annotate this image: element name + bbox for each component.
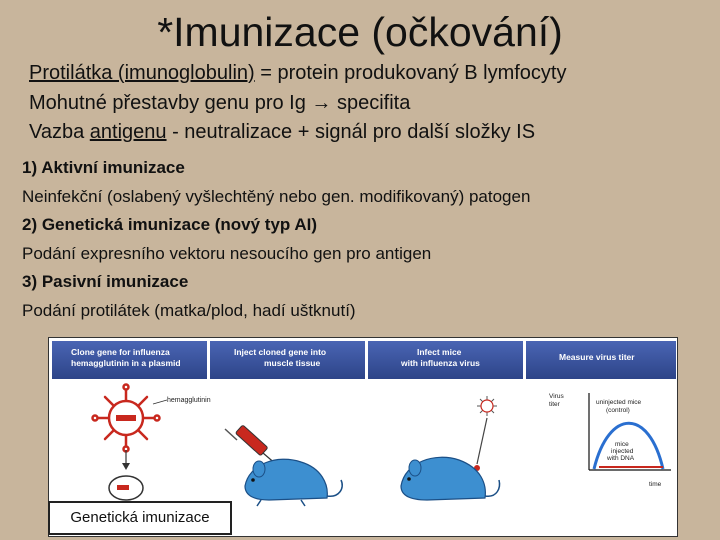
- syringe-icon: [225, 425, 277, 465]
- uninjected-line2: (control): [606, 407, 630, 414]
- bullet-antigen-binding: [29, 119, 535, 145]
- uninjected-line1: uninjected mice: [596, 399, 642, 406]
- step2-line1: Inject cloned gene into: [234, 347, 327, 357]
- mouse-infected-icon: [401, 457, 499, 500]
- virus-titer-line1: Virus: [549, 393, 564, 400]
- antibody-definition: = protein produkovaný B lymfocyty: [254, 62, 567, 84]
- section-heading-active: 1) Aktivní imunizace: [22, 158, 185, 177]
- step4-line: Measure virus titer: [559, 352, 635, 362]
- step1-line1: Clone gene for influenza: [71, 347, 170, 357]
- virus-titer-line2: titer: [549, 401, 560, 408]
- section-heading-genetic: 2) Genetická imunizace (nový typ AI): [22, 215, 318, 234]
- virus-icon: [93, 385, 160, 452]
- step2-line2: muscle tissue: [264, 358, 321, 368]
- injected-line1: mice: [615, 441, 629, 448]
- step3-line2: with influenza virus: [401, 358, 480, 368]
- injected-line3: with DNA: [607, 455, 635, 462]
- section-text-genetic: Podání expresního vektoru nesoucího gen pro antigen: [22, 244, 432, 263]
- bullet-antibody: [29, 60, 567, 86]
- section-text-active: Neinfekční (oslabený vyšlechtěný nebo gen. modifikovaný) patogen: [22, 187, 531, 206]
- slide-title: *Imunizace (očkování): [157, 9, 563, 55]
- antibody-term: Protilátka (imunoglobulin): [29, 62, 255, 84]
- step1-line2: hemagglutinin in a plasmid: [71, 358, 181, 368]
- injected-line2: injected: [611, 448, 634, 455]
- mouse-injected-icon: [245, 459, 342, 506]
- plasmid-icon: [109, 476, 143, 500]
- hemagglutinin-label: hemagglutinin: [167, 397, 211, 404]
- antigen-prefix: Vazba: [29, 121, 90, 143]
- section-heading-passive: 3) Pasivní imunizace: [22, 272, 189, 291]
- time-label: time: [649, 481, 662, 488]
- virus-applicator-icon: [474, 396, 497, 471]
- figure-caption: Genetická imunizace: [48, 501, 232, 535]
- step3-line1: Infect mice: [417, 347, 462, 357]
- section-text-passive: Podání protilátek (matka/plod, hadí uštknutí): [22, 301, 356, 320]
- antigen-rest: - neutralizace + signál pro další složky IS: [166, 121, 536, 143]
- bullet-rearrangement: Mohutné přestavby genu pro Ig → specifita: [29, 92, 411, 114]
- antigen-term: antigenu: [89, 121, 167, 143]
